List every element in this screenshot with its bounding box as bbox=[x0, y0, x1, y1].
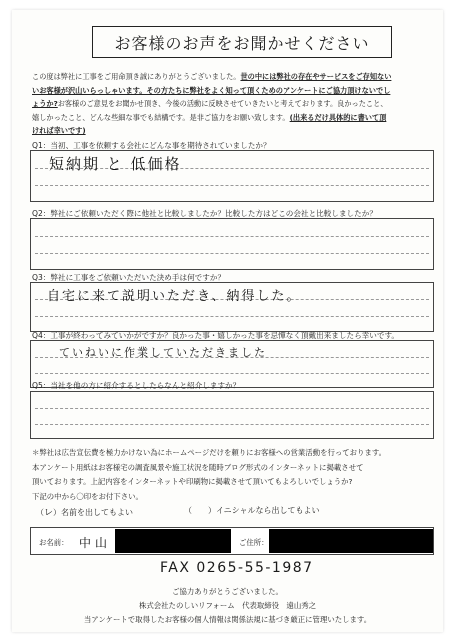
consent-option-name-label: ）名前を出してもよい bbox=[53, 508, 134, 517]
intro-line-2-bold: いお客様が沢山いらっしゃいます。その方たちに弊社をよく知って頂くためのアンケートにご協力頂けないでし bbox=[32, 85, 391, 95]
question-5-answer-box[interactable] bbox=[30, 391, 434, 439]
company-text: 株式会社たのしいリフォーム 代表取締役 遠山秀之 bbox=[138, 601, 316, 610]
name-redaction bbox=[115, 529, 231, 553]
name-value[interactable]: 中山 bbox=[79, 536, 112, 550]
question-3-answer-box[interactable] bbox=[30, 282, 434, 332]
intro-line-4-under: (出来るだけ具体的に書いて頂 bbox=[289, 112, 387, 122]
consent-option-initial-paren: （ bbox=[184, 506, 208, 515]
name-address-row bbox=[30, 527, 434, 555]
notice-paragraph bbox=[32, 446, 432, 504]
question-5-label: Q5：当社を他の方に紹介するとしたらなんと紹介しますか？ bbox=[32, 381, 241, 390]
intro-line-1-bold: 世の中には弊社の存在やサービスをご存知ない bbox=[240, 72, 392, 81]
fax-number: FAX 0265-55-1987 bbox=[160, 560, 314, 576]
notice-line-3: 頂いております。上記内容をインターネットや印刷物に掲載させて頂いてもよろしいでしょうか? bbox=[32, 477, 353, 486]
intro-paragraph bbox=[32, 70, 427, 138]
notice-line-4: 下記の中から〇印をお付下さい。 bbox=[32, 491, 143, 501]
question-1-answer-box[interactable] bbox=[30, 150, 434, 202]
address-redaction bbox=[269, 529, 433, 553]
question-4-label: Q4：工事が終わってみていかがですか？良かった事・嬉しかった事を忌憚なく頂戴出来ましたら幸いです。 bbox=[32, 331, 400, 340]
intro-line-3-bold: ょうか? bbox=[32, 99, 58, 108]
survey-sheet bbox=[12, 10, 443, 632]
consent-option-name[interactable] bbox=[36, 505, 133, 518]
notice-line-1: ＊弊社は広告宣伝費を極力かけない為にホームページだけを頼りにお客様への営業活動を行っております。 bbox=[32, 448, 387, 457]
consent-option-initial[interactable] bbox=[184, 505, 320, 516]
address-label: ご住所： bbox=[239, 538, 269, 547]
privacy-text: 当アンケートで取得したお客様の個人情報は関係法規に基づき厳正に管理いたします。 bbox=[83, 615, 372, 624]
page-title bbox=[92, 26, 392, 58]
intro-line-3: お客様のご意見をお聞かせ頂き、今後の活動に反映させていきたいと考えております。良かったこと、 bbox=[57, 99, 388, 108]
notice-line-2: 本アンケート用紙はお客様宅の調査風景や施工状況を随時ブログ形式のインターネットに掲載させて bbox=[32, 462, 364, 472]
question-3-label: Q3：弊社に工事をご依頼いただいた決め手は何ですか？ bbox=[32, 273, 226, 282]
question-1-label: Q1：当初、工事を依頼する会社にどんな事を期待されていましたか？ bbox=[32, 141, 271, 150]
intro-line-5-under: ければ幸いです) bbox=[32, 126, 86, 135]
title-text: お客様のお声をお聞かせください bbox=[114, 33, 370, 53]
consent-option-name-paren: （ bbox=[36, 508, 44, 517]
intro-line-4: 嬉しかったこと、どんな些細な事でも結構です。是非ご協力をお願い致します。 bbox=[32, 112, 290, 122]
question-3-answer: 自宅に来て説明いただき、納得した。 bbox=[47, 289, 302, 304]
thanks-text: ご協力ありがとうございました。 bbox=[172, 587, 283, 596]
question-2-label: Q2：弊社にご依頼いただく際に他社と比較しましたか？比較した方はどこの会社と比較しましたか？ bbox=[32, 209, 377, 218]
question-2-answer-box[interactable] bbox=[30, 218, 434, 270]
question-4-answer: ていねいに作業していただきました bbox=[59, 346, 267, 359]
consent-check-mark: レ bbox=[44, 508, 54, 518]
question-1-answer: 短納期 と 低価格 bbox=[49, 155, 182, 173]
consent-option-initial-label: ）イニシャルなら出してもよい bbox=[208, 506, 320, 515]
intro-line-1: この度は弊社に工事をご用命頂き誠にありがとうございました。 bbox=[32, 72, 241, 81]
name-label: お名前： bbox=[39, 538, 69, 547]
